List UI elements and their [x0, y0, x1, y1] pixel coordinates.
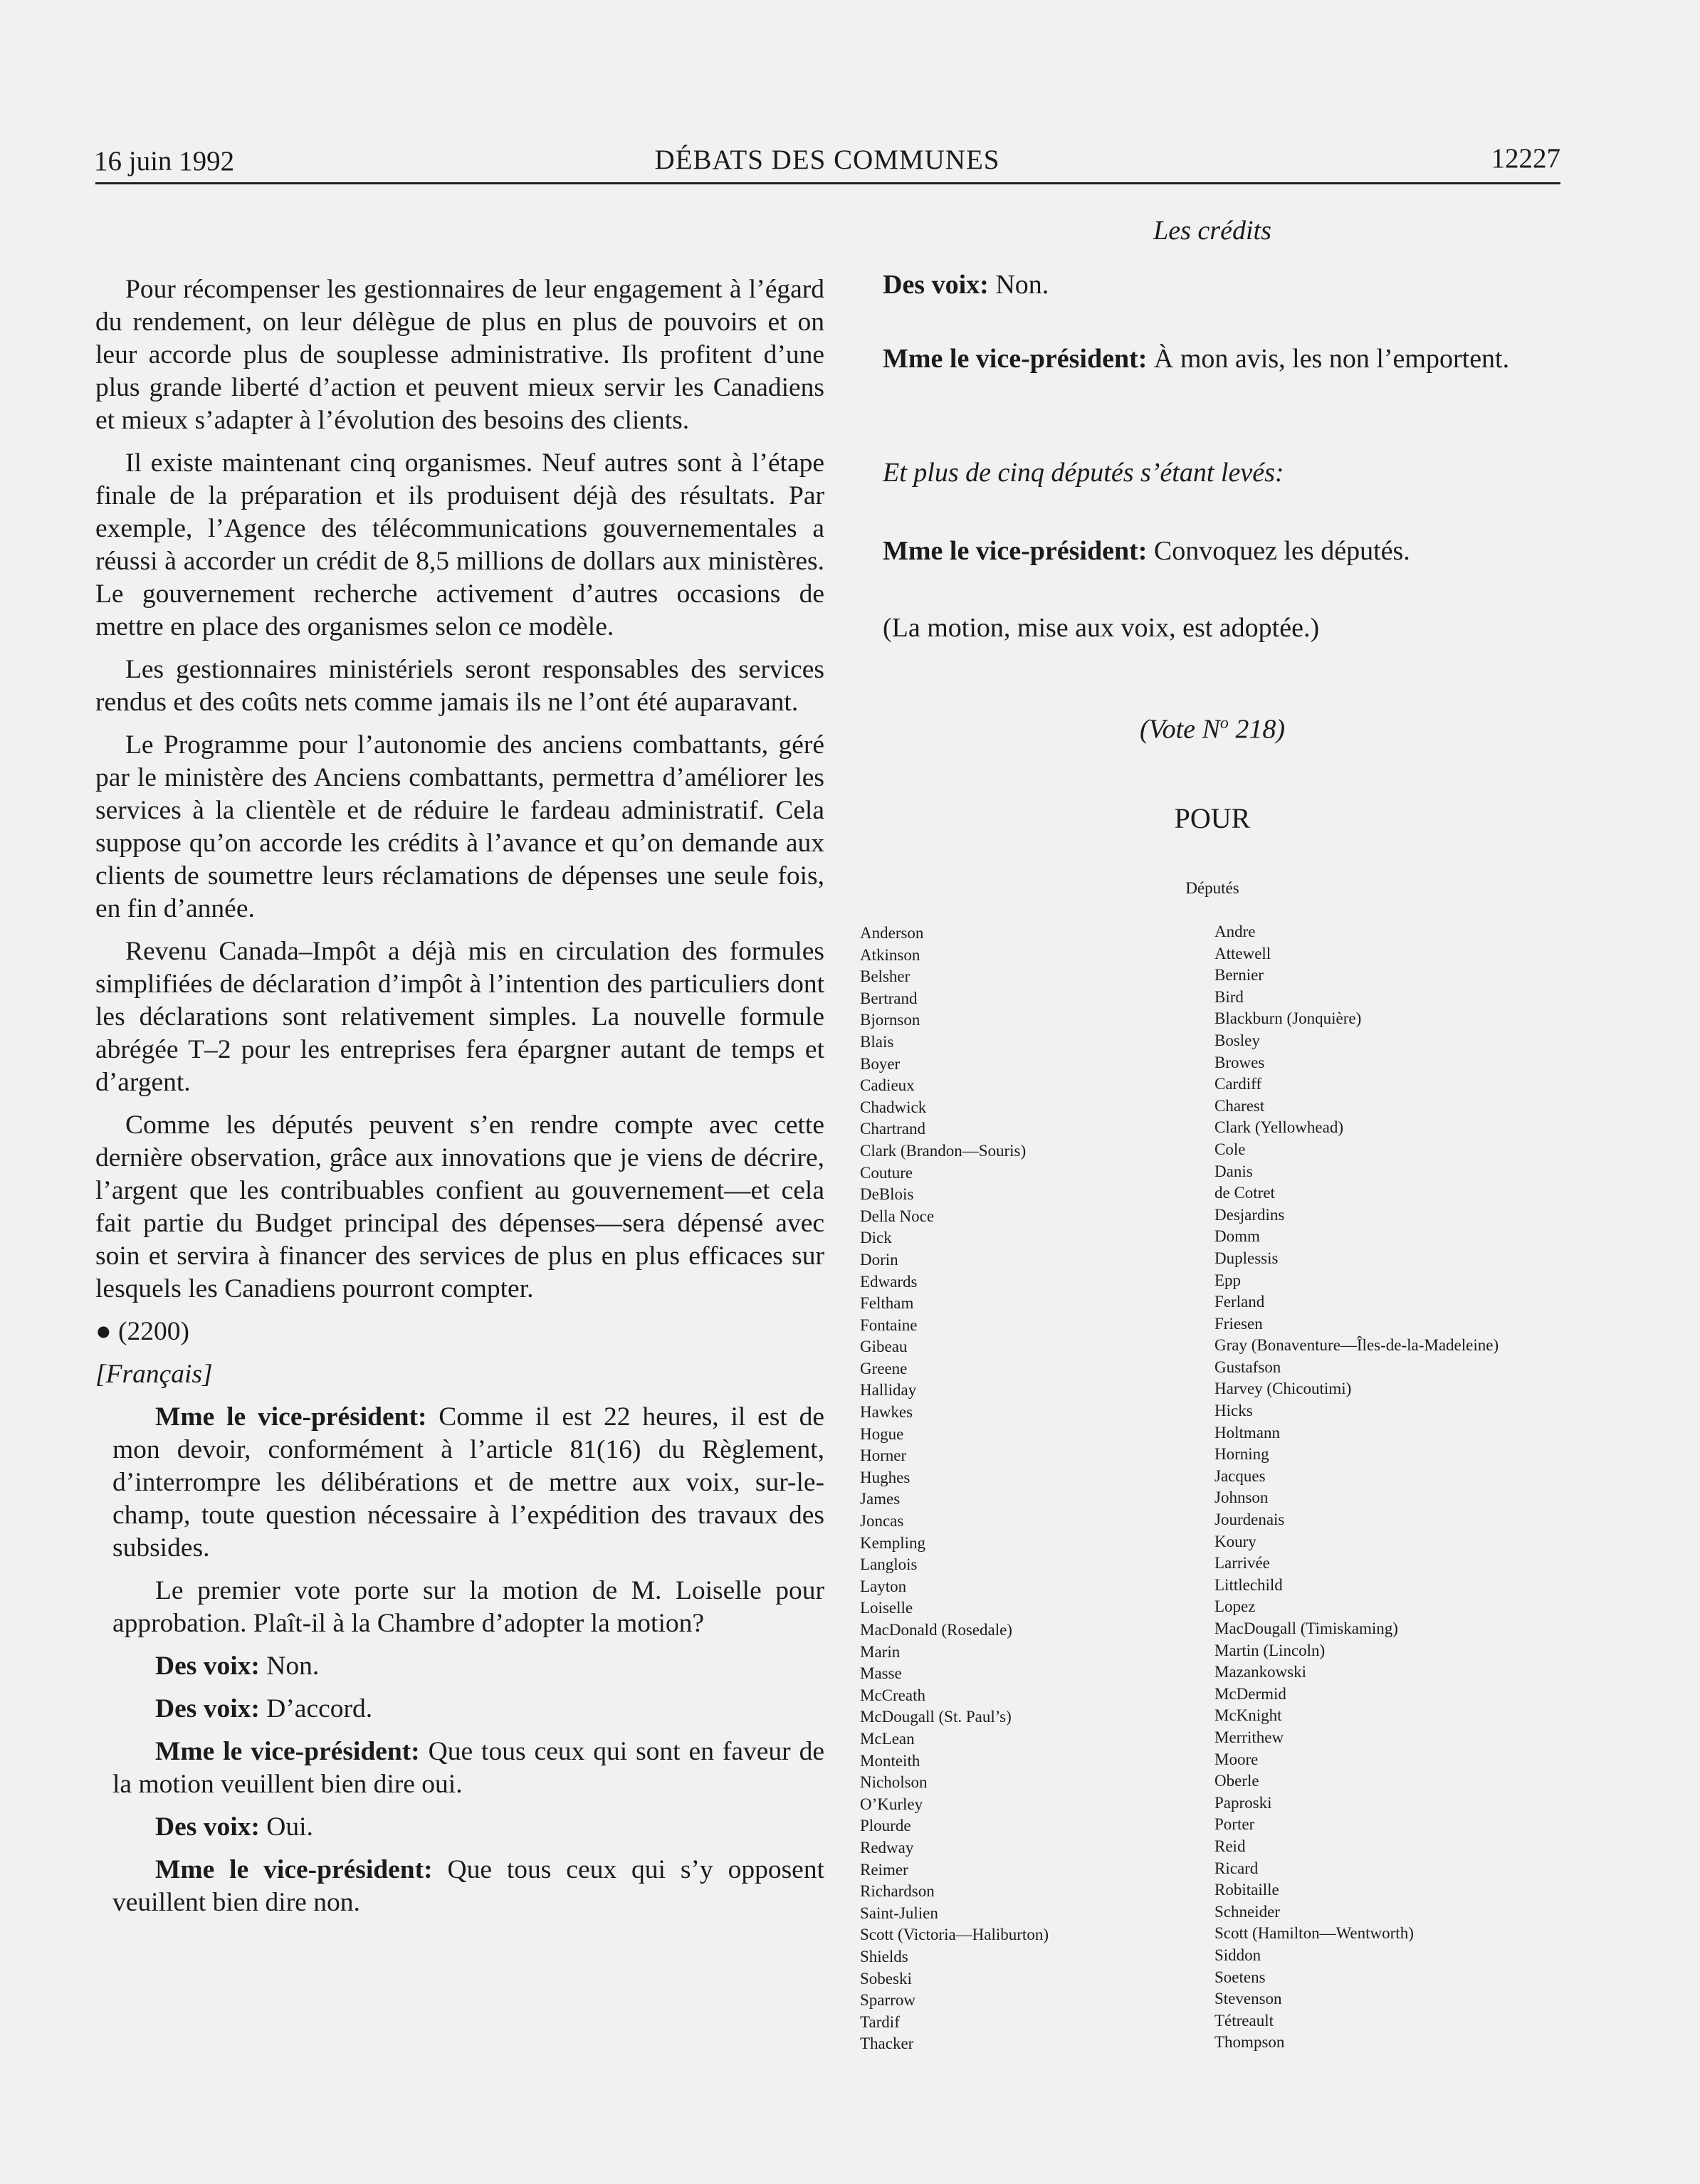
- deputy-name: Dick: [860, 1229, 892, 1247]
- speaker: Mme le vice-président:: [155, 1855, 433, 1884]
- deputy-name: Hughes: [860, 1468, 911, 1486]
- deputy-name: Bosley: [1214, 1031, 1260, 1049]
- paragraph: Le Programme pour l’autonomie des anciens combattants, géré par le ministère des Anciens combattants, permettra d’améliorer les services à la clientèle et de réduire le fardeau administratif. Cela suppose qu’on accorde les crédits à l’avance et qu’on demande aux clients de soumettre leurs réclamations de dépenses une seule fois, en fin d’année.: [95, 730, 824, 923]
- deputy-name: McKnight: [1214, 1706, 1282, 1725]
- deputy-name: Anderson: [860, 924, 924, 942]
- deputy-name: Sobeski: [860, 1969, 912, 1988]
- left-column: [95, 273, 824, 1929]
- deputy-name: de Cotret: [1214, 1184, 1275, 1202]
- language-marker: [Français]: [95, 1360, 213, 1389]
- speaker: Mme le vice-président:: [883, 344, 1148, 374]
- deputy-name: Belsher: [860, 967, 911, 986]
- deputies-list-right: [1214, 921, 1499, 2054]
- motion-result: (La motion, mise aux voix, est adoptée.): [883, 613, 1320, 643]
- speech: [883, 268, 1572, 302]
- deputy-name: Greene: [860, 1359, 908, 1377]
- deputy-name: MacDonald (Rosedale): [860, 1621, 1012, 1639]
- paragraph: Pour récompenser les gestionnaires de leur engagement à l’égard du rendement, on leur délègue de plus en plus de pouvoirs et on leur accorde plus de souplesse administrative. Ils profitent d’une plus grande liberté d’action et peuvent mieux servir les Canadiens et mieux s’adapter à l’évolution des besoins des clients.: [95, 275, 824, 435]
- deputy-name: Blackburn (Jonquière): [1214, 1009, 1362, 1028]
- deputy-name: Harvey (Chicoutimi): [1214, 1380, 1352, 1398]
- deputy-name: Nicholson: [860, 1773, 928, 1792]
- deputy-name: Holtmann: [1214, 1423, 1280, 1442]
- vote-number: (Vote $N^o$ 218): [1139, 714, 1286, 745]
- deputy-name: Feltham: [860, 1294, 914, 1313]
- speech: [95, 1854, 824, 1919]
- speaker: Des voix:: [883, 270, 989, 300]
- deputy-name: Bjornson: [860, 1011, 920, 1029]
- deputy-name: Siddon: [1214, 1946, 1261, 1964]
- deputy-name: Lopez: [1214, 1597, 1256, 1616]
- deputy-name: Gray (Bonaventure—Îles-de-la-Madeleine): [1214, 1336, 1499, 1355]
- deputy-name: Reimer: [860, 1860, 908, 1879]
- deputy-name: Domm: [1214, 1227, 1260, 1246]
- speech-text: Que tous ceux qui s’y opposent veuillent bien dire non.: [112, 1855, 824, 1917]
- deputy-name: Larrivée: [1214, 1554, 1270, 1573]
- deputy-name: Cole: [1214, 1140, 1246, 1158]
- deputy-name: Blais: [860, 1032, 894, 1051]
- deputy-name: Scott (Hamilton—Wentworth): [1214, 1924, 1414, 1943]
- deputy-name: Langlois: [860, 1555, 918, 1574]
- deputy-name: Scott (Victoria—Haliburton): [860, 1926, 1049, 1944]
- paragraph: Comme les députés peuvent s’en rendre compte avec cette dernière observation, grâce aux innovations que je viens de décrire, l’argent que les contribuables confient au gouvernement—et cela fait partie du Budget principal des dépenses—sera dépensé avec soin et servira à financer des services de plus en plus efficaces sur lesquels les Canadiens pourront compter.: [95, 1111, 824, 1303]
- deputies-list-left: [860, 923, 1049, 2055]
- speech-text: Non.: [259, 1652, 320, 1681]
- deputy-name: Bertrand: [860, 989, 918, 1007]
- speaker: Des voix:: [155, 1652, 260, 1681]
- speech: [95, 1650, 824, 1683]
- deputy-name: Kempling: [860, 1533, 925, 1552]
- deputy-name: Moore: [1214, 1750, 1259, 1768]
- speech: [95, 1693, 824, 1726]
- deputy-name: Edwards: [860, 1272, 918, 1291]
- deputy-name: Saint-Julien: [860, 1904, 938, 1922]
- deputy-name: Paproski: [1214, 1793, 1272, 1812]
- deputy-name: Danis: [1214, 1162, 1253, 1180]
- deputy-name: Schneider: [1214, 1902, 1280, 1921]
- deputy-name: Della Noce: [860, 1207, 935, 1225]
- speech: [883, 534, 1572, 568]
- header-date: 16 juin 1992: [94, 146, 235, 177]
- speech-text: D’accord.: [259, 1694, 373, 1723]
- speech-text: Comme il est 22 heures, il est de mon devoir, conformément à l’article 81(16) du Règlement, d’interrompre les délibérations et de mettre aux voix, sur-le-champ, toute question nécessaire à l’expédition des travaux des subsides.: [112, 1402, 824, 1563]
- deputy-name: Chadwick: [860, 1098, 927, 1116]
- pour-heading: POUR: [1174, 802, 1251, 834]
- deputy-name: Mazankowski: [1214, 1663, 1307, 1681]
- deputy-name: Martin (Lincoln): [1214, 1641, 1326, 1659]
- deputy-name: Chartrand: [860, 1120, 925, 1138]
- section-title: Les crédits: [1153, 216, 1271, 246]
- speaker: Des voix:: [155, 1694, 260, 1723]
- deputy-name: Plourde: [860, 1817, 911, 1835]
- deputy-name: Ricard: [1214, 1859, 1259, 1877]
- deputy-name: Hicks: [1214, 1402, 1253, 1420]
- deputy-name: Dorin: [860, 1250, 898, 1269]
- deputy-name: Porter: [1214, 1815, 1255, 1834]
- deputy-name: Duplessis: [1214, 1249, 1279, 1267]
- deputy-name: Robitaille: [1214, 1881, 1279, 1899]
- deputy-name: Clark (Yellowhead): [1214, 1118, 1343, 1137]
- deputy-name: Friesen: [1214, 1314, 1263, 1333]
- speech: [853, 342, 1572, 376]
- header-rule: [95, 182, 1560, 184]
- deputy-name: Littlechild: [1214, 1575, 1283, 1594]
- deputy-name: Shields: [860, 1947, 908, 1965]
- deputy-name: Charest: [1214, 1096, 1265, 1115]
- deputy-name: McDougall (St. Paul’s): [860, 1708, 1012, 1726]
- deputy-name: MacDougall (Timiskaming): [1214, 1619, 1398, 1637]
- time-marker: ● (2200): [95, 1317, 190, 1346]
- deputy-name: Richardson: [860, 1882, 935, 1901]
- deputy-name: Joncas: [860, 1512, 904, 1531]
- deputy-name: Oberle: [1214, 1772, 1259, 1790]
- deputy-name: McLean: [860, 1729, 915, 1748]
- deputy-name: Bernier: [1214, 966, 1264, 985]
- speech: [95, 1736, 824, 1801]
- deputy-name: Redway: [860, 1838, 914, 1857]
- deputy-name: Boyer: [860, 1054, 901, 1073]
- deputy-name: Layton: [860, 1577, 907, 1595]
- stage-direction: Et plus de cinq députés s’étant levés:: [883, 458, 1284, 488]
- speech-text: Que tous ceux qui sont en faveur de la motion veuillent bien dire oui.: [112, 1737, 824, 1799]
- deputy-name: Hawkes: [860, 1403, 913, 1422]
- deputy-name: James: [860, 1490, 901, 1508]
- deputy-name: Ferland: [1214, 1293, 1265, 1311]
- deputy-name: Browes: [1214, 1053, 1265, 1071]
- deputy-name: Monteith: [860, 1751, 920, 1770]
- header-title: DÉBATS DES COMMUNES: [654, 145, 1000, 175]
- deputy-name: Epp: [1214, 1271, 1242, 1289]
- deputy-name: Loiselle: [860, 1599, 913, 1617]
- deputy-name: Hogue: [860, 1424, 904, 1443]
- deputy-name: Masse: [860, 1664, 902, 1683]
- deputy-name: O’Kurley: [860, 1795, 923, 1813]
- deputy-name: Thacker: [860, 2035, 914, 2053]
- deputy-name: Jacques: [1214, 1466, 1266, 1485]
- deputy-name: Desjardins: [1214, 1205, 1285, 1224]
- speech: [95, 1401, 824, 1565]
- paragraph: Il existe maintenant cinq organismes. Neuf autres sont à l’étape finale de la préparation et ils produisent déjà des résultats. Par exemple, l’Agence des télécommunications gouvernementales a réussi à accorder un crédit de 8,5 millions de dollars aux ministères. Le gouvernement recherche activement d’autres occasions de mettre en place des organismes selon ce modèle.: [95, 448, 824, 641]
- deputy-name: Reid: [1214, 1837, 1246, 1855]
- deputy-name: Fontaine: [860, 1316, 918, 1334]
- deputy-name: Jourdenais: [1214, 1511, 1285, 1529]
- deputy-name: Atkinson: [860, 945, 920, 964]
- deputy-name: Halliday: [860, 1381, 917, 1400]
- deputy-name: Gustafson: [1214, 1358, 1281, 1376]
- deputy-name: Merrithew: [1214, 1728, 1284, 1746]
- paragraph: Revenu Canada–Impôt a déjà mis en circulation des formules simplifiées de déclaration d’impôt à l’intention des particuliers dont les déclarations sont relativement simples. La nouvelle formule abrégée T–2 pour les entreprises fera épargner autant de temps et d’argent.: [95, 937, 824, 1097]
- speaker: Mme le vice-président:: [155, 1737, 420, 1766]
- deputy-name: Attewell: [1214, 944, 1271, 962]
- deputy-name: McDermid: [1214, 1684, 1286, 1703]
- deputy-name: Horner: [860, 1447, 907, 1465]
- speech-text: Oui.: [259, 1812, 313, 1842]
- speaker: Mme le vice-président:: [155, 1402, 427, 1432]
- deputy-name: Johnson: [1214, 1489, 1269, 1507]
- deputy-name: Soetens: [1214, 1968, 1266, 1986]
- deputy-name: Clark (Brandon—Souris): [860, 1141, 1027, 1160]
- speaker: Des voix:: [155, 1812, 260, 1842]
- speaker: Mme le vice-président:: [883, 536, 1148, 566]
- page-header: [94, 140, 1560, 182]
- paragraph: Les gestionnaires ministériels seront responsables des services rendus et des coûts nets comme jamais ils ne l’ont été auparavant.: [95, 655, 824, 717]
- speech: [95, 1811, 824, 1844]
- deputy-name: McCreath: [860, 1686, 925, 1704]
- deputy-name: Koury: [1214, 1532, 1256, 1550]
- deputy-name: Cardiff: [1214, 1075, 1262, 1093]
- deputy-name: Cadieux: [860, 1076, 915, 1095]
- deputy-name: Marin: [860, 1642, 901, 1661]
- page-number: 12227: [1491, 143, 1560, 174]
- deputy-name: Andre: [1214, 923, 1256, 940]
- deputes-heading: Députés: [1185, 879, 1239, 897]
- paragraph: Le premier vote porte sur la motion de M. Loiselle pour approbation. Plaît-il à la Chambre d’adopter la motion?: [112, 1576, 824, 1638]
- deputy-name: Horning: [1214, 1445, 1269, 1464]
- deputy-name: Stevenson: [1214, 1990, 1282, 2008]
- deputy-name: Sparrow: [860, 1991, 915, 2010]
- deputy-name: Tétreault: [1214, 2011, 1274, 2030]
- speech-text: Non.: [988, 270, 1049, 300]
- speech-text: À mon avis, les non l’emportent.: [1147, 344, 1510, 374]
- deputy-name: Couture: [860, 1163, 913, 1182]
- deputy-name: DeBlois: [860, 1185, 914, 1204]
- deputy-name: Thompson: [1214, 2033, 1285, 2052]
- deputy-name: Gibeau: [860, 1338, 908, 1356]
- speech-text: Convoquez les députés.: [1147, 536, 1410, 566]
- deputy-name: Tardif: [860, 2012, 900, 2031]
- deputy-name: Bird: [1214, 987, 1244, 1006]
